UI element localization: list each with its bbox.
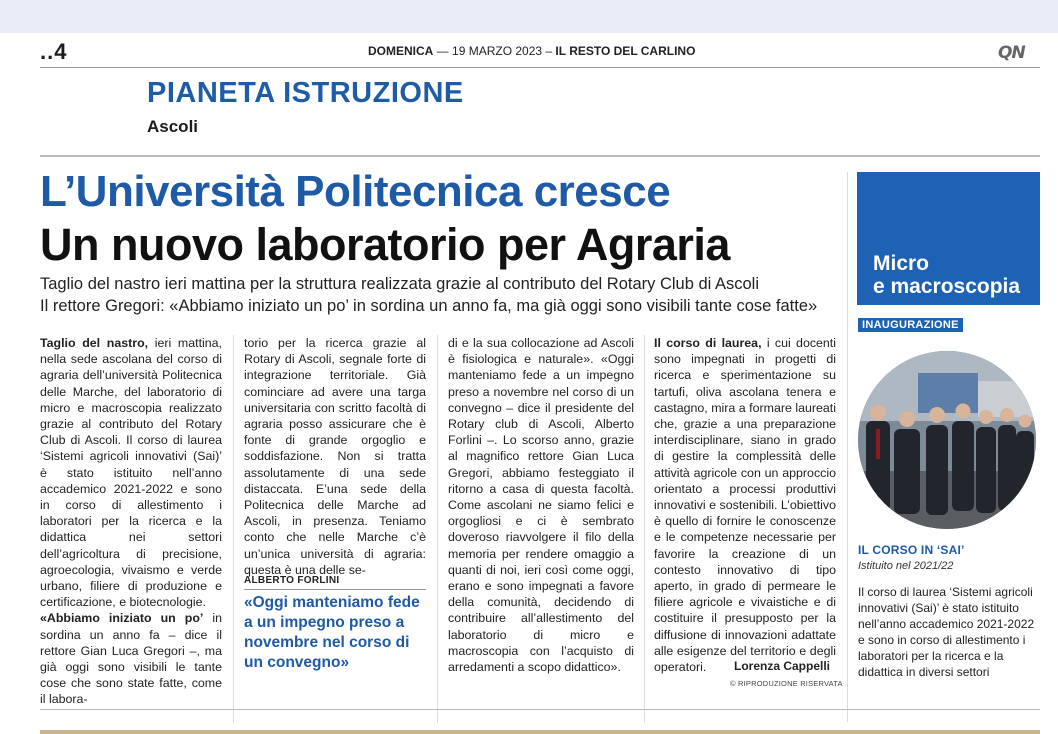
section-city: Ascoli [147,117,199,136]
group-photo-image [858,351,1036,529]
next-article-strip [40,730,1040,734]
header-rule [40,67,1040,68]
section-rule [40,155,1040,157]
qn-logo: QN [998,43,1025,63]
quote-rule [244,589,426,590]
column-2-text: torio per la ricerca grazie al Rotary di Ascoli, segnale forte di integrazione territoriale. Già cominciare ad avere una targa universitaria con scritto facoltà di agraria posso assicurare che è fonte di grande orgoglio e soddisfazione. Non si tratta assolutamente di una sede distaccata. E’una sede della Politecnica delle Marche ad Ascoli, in presenza. Teniamo conto che nelle Marche c’è un’unica università di agraria: questa è una delle se- [244,336,426,577]
pull-quote: «Oggi manteniamo fede a un impegno preso a novembre nel corso di un convegno» [244,594,420,671]
sidebar-title: Micro e macroscopia [873,252,1021,298]
inauguration-tag: INAUGURAZIONE [858,318,963,332]
caption-body: Il corso di laurea ‘Sistemi agricoli innovativi (Sai)’ è stato istituito nell’anno accademico 2021-2022 e sono in corso di allestimento i laboratori per la ricerca e la didattica in diversi settori [858,585,1035,679]
summary-line-2: Il rettore Gregori: «Abbiamo iniziato un po’ in sordina un anno fa, ma già oggi sono visibili tante cose fatte» [40,297,818,315]
column-divider [233,335,234,723]
sidebar-divider [847,172,848,722]
author-signature: Lorenza Cappelli [734,659,831,673]
column-1-text-2: in sordina un anno fa – dice il rettore Gian Luca Gregori –, ma già oggi sono visibili le tante cose che sono state fatte, come il labora- [40,611,223,707]
dateline: DOMENICA — 19 MARZO 2023 – IL RESTO DEL CARLINO [368,44,696,58]
article-column-3 [448,335,634,675]
column-4-lead: Il corso di laurea, [654,336,762,350]
column-4-text: i cui docenti sono impegnati in progetti di ricerca e sperimentazione su tartufi, oliva ascolana tenera e castagno, mira a formare laureati che, grazie a una preparazione interdisciplinare, siano in grado di gestire la complessità delle attività agricole con un approccio orientato a processi produttivi innovativi e sostenibili. L’obiettivo è quello di fornire le conoscenze e le competenze necessarie per favorire la creazione di un contesto innovativo di tipo aperto, in grado di permeare le filiere agricole e vivaistiche e di costituire il presupposto per la diffusione di innovazioni adattate alle esigenze del territorio e degli operatori. [654,336,837,675]
newspaper-page [0,33,1058,734]
sidebar-title-box [857,172,1040,305]
group-photo [858,351,1036,529]
dateline-newspaper: IL RESTO DEL CARLINO [555,44,696,58]
headline-main: Un nuovo laboratorio per Agraria [40,219,730,270]
dateline-date: 19 MARZO 2023 [452,44,543,58]
section-title: PIANETA ISTRUZIONE [147,77,464,109]
viewer-top-bar [0,0,1058,33]
column-1-text: ieri mattina, nella sede ascolana del corso di agraria dell’università Politecnica delle Marche, del laboratorio di micro e macroscopia realizzato grazie al contributo del Rotary Club di Ascoli. Il corso di laurea ‘Sistemi agricoli innovativi (Sai)’ è stato istituito nell’anno accademico 2021-2022 e sono in corso di allestimento i laboratori per la ricerca e la didattica nei settori dell’agricoltura di precisione, agroecologia, vivaismo e verde urbano, filiere di produzione e certificazione, e biotecnologie. [40,336,222,610]
headline-top: L’Università Politecnica cresce [40,167,671,216]
article-column-2 [244,335,426,578]
caption-subtitle: Istituito nel 2021/22 [858,560,954,572]
footer-rule [40,709,1040,710]
column-3-text: di e la sua collocazione ad Ascoli è fisiologica e naturale». «Oggi manteniamo fede a un impegno preso a novembre nel corso di un convegno – dice il presidente del Rotary club di Ascoli, Alberto Forlini –. Lo scorso anno, grazie al magnifico rettore Gian Luca Gregori, abbiamo festeggiato il ritorno a casa di questa facoltà. Come ascolani ne siamo felici e orgogliosi e ci è sembrato doveroso riavvolgere il filo della memoria per rendere omaggio a quanti di noi, ieri così come oggi, erano e sono impegnati a favore della comunità, decidendo di contribuire all’allestimento del laboratorio di micro e macroscopia con l’acquisto di arredamenti a scopo didattico». [448,336,634,675]
column-1-lead-2: «Abbiamo iniziato un po’ [40,611,204,626]
dateline-day: DOMENICA [368,44,434,58]
article-column-1 [40,335,222,708]
column-1-lead: Taglio del nastro, [40,336,149,350]
page-number: ..4 [40,39,68,64]
summary-line-1: Taglio del nastro ieri mattina per la struttura realizzata grazie al contributo del Rotary Club di Ascoli [40,275,760,293]
column-divider [644,335,645,723]
quote-author: ALBERTO FORLINI [244,575,340,586]
rights-notice: © RIPRODUZIONE RISERVATA [730,679,843,688]
column-divider [437,335,438,723]
page-header [0,39,1058,63]
caption-title: IL CORSO IN ‘SAI’ [858,543,965,557]
article-column-4 [654,335,836,675]
